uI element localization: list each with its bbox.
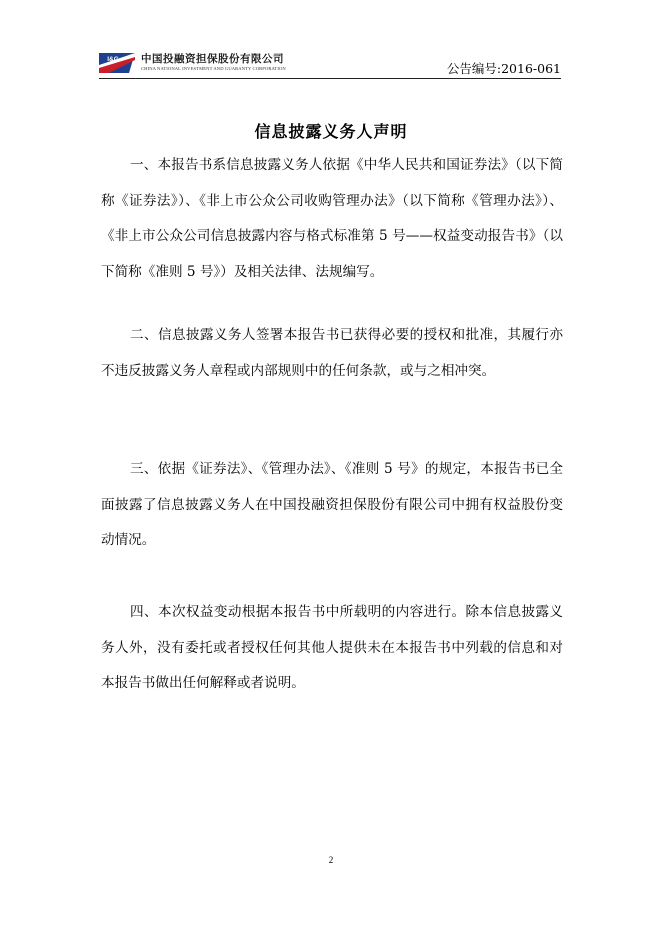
header-divider bbox=[99, 78, 561, 79]
logo-text: I&G bbox=[107, 56, 119, 63]
paragraph-4: 四、本次权益变动根据本报告书中所载明的内容进行。除本信息披露义务人外，没有委托或者授权任何其他人提供未在本报告书中列载的信息和对本报告书做出任何解释或者说明。 bbox=[101, 604, 563, 691]
page-title: 信息披露义务人声明 bbox=[254, 122, 408, 141]
page-header bbox=[99, 45, 561, 77]
company-name-en: CHINA NATIONAL INVESTMENT AND GUARANTY CORPORATION bbox=[141, 66, 286, 71]
announcement-number: 公告编号:2016-061 bbox=[446, 61, 561, 76]
paragraph-1: 一、本报告书系信息披露义务人依据《中华人民共和国证券法》（以下简称《证券法》）、《非上市公众公司收购管理办法》（以下简称《管理办法》）、《非上市公众公司信息披露内容与格式标准第 5 号——权益变动报告书》（以下简称《准则 5 号》）及相关法律、法规编写。 bbox=[101, 157, 563, 280]
paragraph-2: 二、信息披露义务人签署本报告书已获得必要的授权和批准，其履行亦不违反披露义务人章程或内部规则中的任何条款，或与之相冲突。 bbox=[101, 327, 563, 379]
page-number: 2 bbox=[328, 855, 334, 865]
company-logo bbox=[99, 51, 135, 75]
paragraph-3: 三、依据《证券法》、《管理办法》、《准则 5 号》的规定，本报告书已全面披露了信息披露义务人在中国投融资担保股份有限公司中拥有权益股份变动情况。 bbox=[101, 461, 563, 548]
company-name-cn: 中国投融资担保股份有限公司 bbox=[141, 53, 284, 65]
